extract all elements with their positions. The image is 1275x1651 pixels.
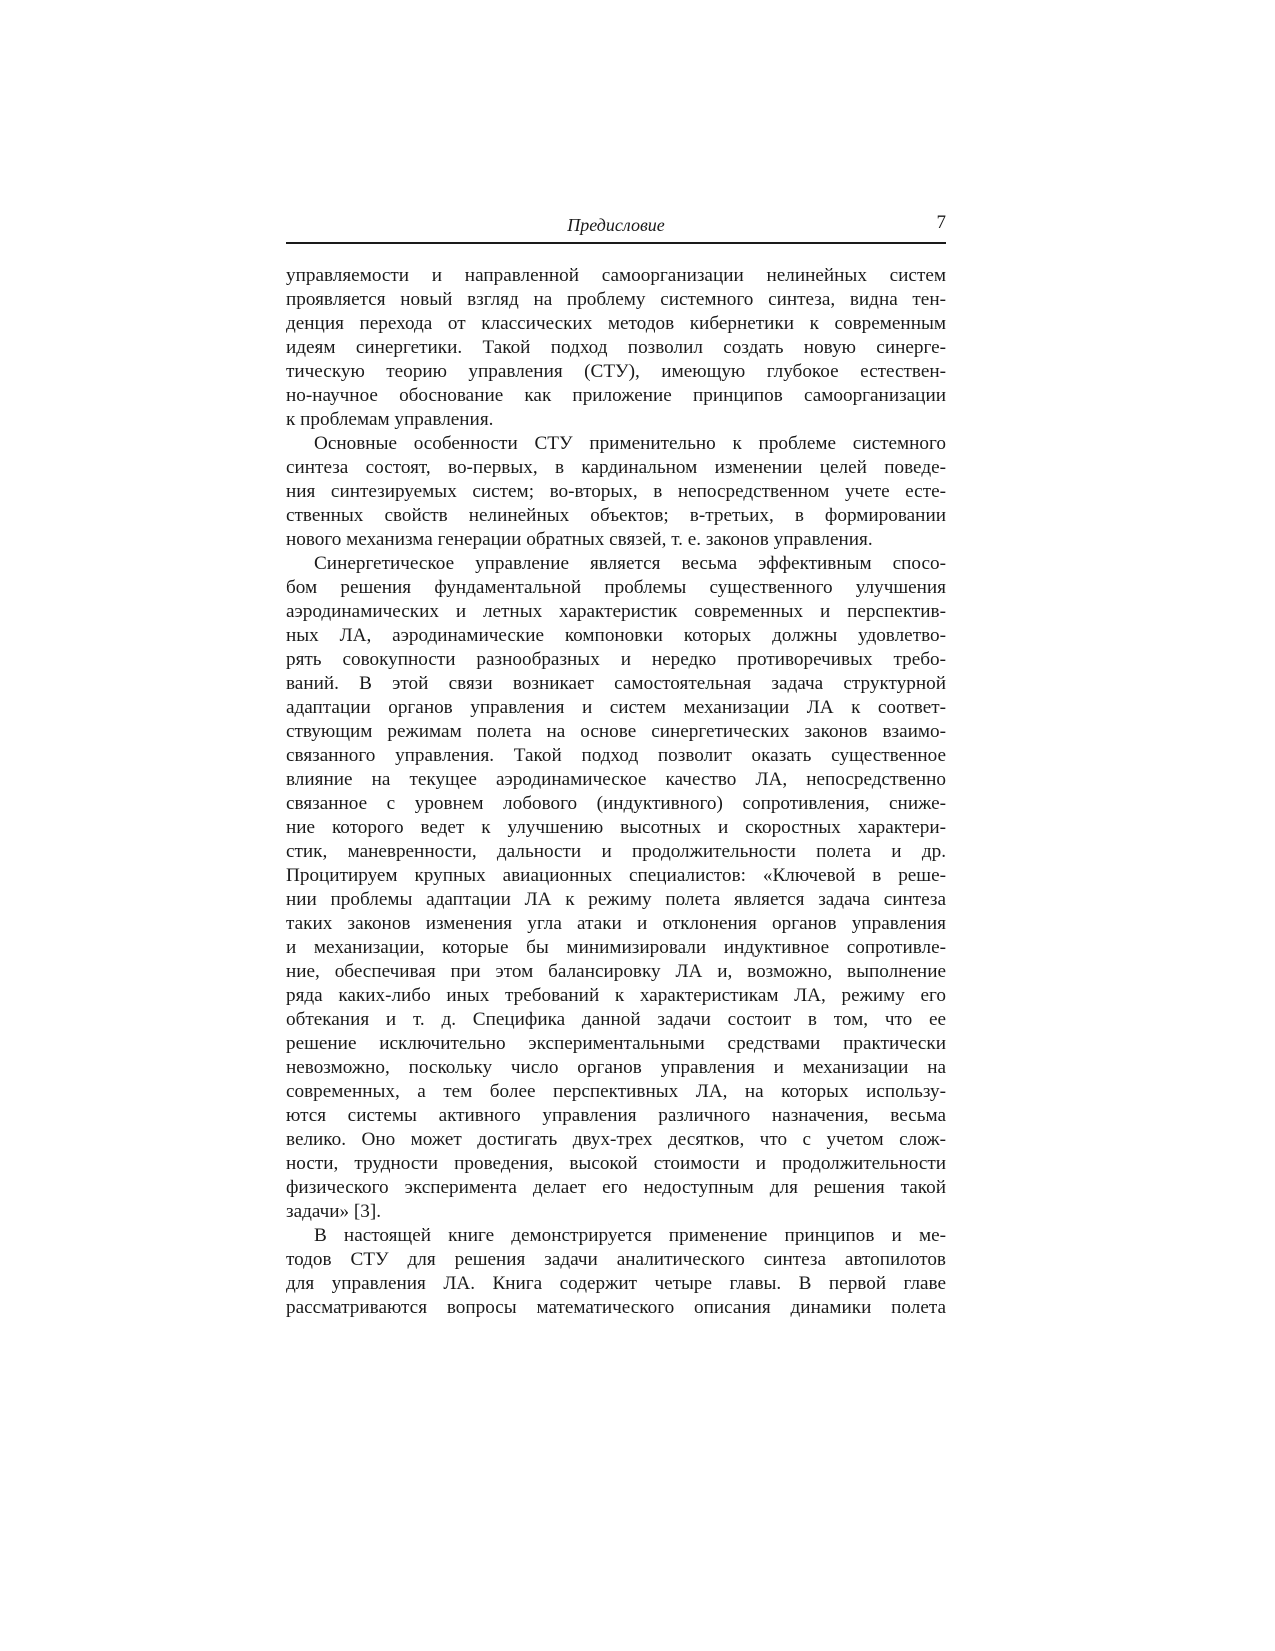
text-line: но-научное обоснование как приложение принципов самоорганизации [286, 385, 946, 406]
text-line: невозможно, поскольку число органов управления и механизации на [286, 1057, 946, 1078]
text-line: влияние на текущее аэродинамическое качество ЛА, непосредственно [286, 769, 946, 790]
text-line: рассматриваются вопросы математического описания динамики полета [286, 1297, 946, 1318]
text-line: Основные особенности СТУ применительно к проблеме системного [314, 433, 946, 454]
text-line: идеям синергетики. Такой подход позволил создать новую синерге- [286, 337, 946, 358]
text-line: стик, маневренности, дальности и продолжительности полета и др. [286, 841, 946, 862]
paragraph-4 [286, 1224, 946, 1320]
text-line: адаптации органов управления и систем механизации ЛА к соответ- [286, 697, 946, 718]
text-line: проявляется новый взгляд на проблему системного синтеза, видна тен- [286, 289, 946, 310]
page-header [286, 212, 946, 244]
text-line: таких законов изменения угла атаки и отклонения органов управления [286, 913, 946, 934]
text-line: аэродинамических и летных характеристик современных и перспектив- [286, 601, 946, 622]
paragraph-3 [286, 552, 946, 1224]
page-number: 7 [936, 212, 946, 233]
text-line: рять совокупности разнообразных и нередко противоречивых требо- [286, 649, 946, 670]
text-line: бом решения фундаментальной проблемы существенного улучшения [286, 577, 946, 598]
text-line: ственных свойств нелинейных объектов; в-третьих, в формировании [286, 505, 946, 526]
text-line: Процитируем крупных авиационных специалистов: «Ключевой в реше- [286, 865, 946, 886]
text-line: нии проблемы адаптации ЛА к режиму полета является задача синтеза [286, 889, 946, 910]
text-line: синтеза состоят, во-первых, в кардинальном изменении целей поведе- [286, 457, 946, 478]
text-line: ных ЛА, аэродинамические компоновки которых должны удовлетво- [286, 625, 946, 646]
text-line: связанное с уровнем лобового (индуктивного) сопротивления, сниже- [286, 793, 946, 814]
text-line: ние которого ведет к улучшению высотных и скоростных характери- [286, 817, 946, 838]
text-line: нового механизма генерации обратных связей, т. е. законов управления. [286, 529, 873, 550]
text-line: ются системы активного управления различного назначения, весьма [286, 1105, 946, 1126]
text-line: тодов СТУ для решения задачи аналитического синтеза автопилотов [286, 1249, 946, 1270]
text-line: к проблемам управления. [286, 409, 494, 430]
text-line: В настоящей книге демонстрируется применение принципов и ме- [314, 1225, 946, 1246]
text-line: ния синтезируемых систем; во-вторых, в непосредственном учете есте- [286, 481, 946, 502]
text-line: управляемости и направленной самоорганизации нелинейных систем [286, 265, 946, 286]
running-title: Предисловие [567, 215, 665, 235]
text-line: решение исключительно экспериментальными средствами практически [286, 1033, 946, 1054]
text-line: обтекания и т. д. Специфика данной задачи состоит в том, что ее [286, 1009, 946, 1030]
text-line: ряда каких-либо иных требований к характеристикам ЛА, режиму его [286, 985, 946, 1006]
text-line: задачи» [3]. [286, 1201, 382, 1222]
paragraph-1 [286, 264, 946, 432]
text-line: ваний. В этой связи возникает самостоятельная задача структурной [286, 673, 946, 694]
text-line: велико. Оно может достигать двух-трех десятков, что с учетом слож- [286, 1129, 946, 1150]
text-line: денция перехода от классических методов кибернетики к современным [286, 313, 946, 334]
text-line: связанного управления. Такой подход позволит оказать существенное [286, 745, 946, 766]
text-line: физического эксперимента делает его недоступным для решения такой [286, 1177, 946, 1198]
text-line: современных, а тем более перспективных ЛА, на которых использу- [286, 1081, 946, 1102]
text-line: и механизации, которые бы минимизировали индуктивное сопротивле- [286, 937, 946, 958]
text-line: Синергетическое управление является весьма эффективным спосо- [314, 553, 946, 574]
text-line: ности, трудности проведения, высокой стоимости и продолжительности [286, 1153, 946, 1174]
text-line: тическую теорию управления (СТУ), имеющую глубокое естествен- [286, 361, 946, 382]
paragraph-2 [286, 432, 946, 552]
text-line: ние, обеспечивая при этом балансировку ЛА и, возможно, выполнение [286, 961, 946, 982]
text-line: для управления ЛА. Книга содержит четыре главы. В первой главе [286, 1273, 946, 1294]
text-line: ствующим режимам полета на основе синергетических законов взаимо- [286, 721, 946, 742]
body-text [286, 264, 946, 1320]
